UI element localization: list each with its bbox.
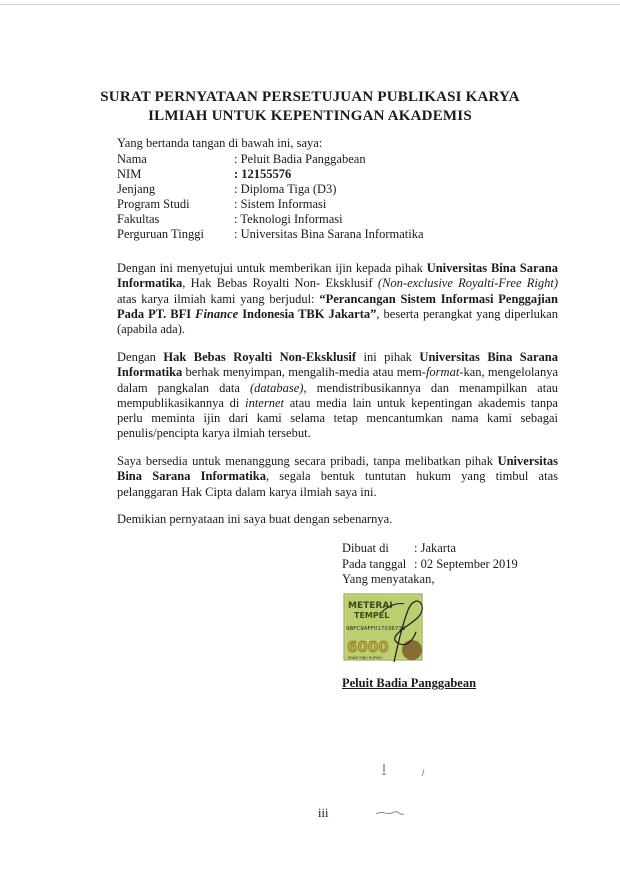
- text: , Hak Bebas Royalti Non- Eksklusif: [182, 276, 378, 291]
- field-row-perguruan-tinggi: [117, 227, 424, 242]
- field-label: Program Studi: [117, 197, 190, 211]
- scan-edge-line: [0, 4, 620, 5]
- thesis-title-part: “Perancangan Sistem Informasi Penggajian Pada PT. BFI: [117, 291, 558, 321]
- paragraph-liability: [117, 454, 558, 500]
- field-label: Perguruan Tinggi: [117, 227, 204, 241]
- university-name: Universitas Bina Sarana Informatika: [117, 350, 559, 380]
- place-row: [342, 541, 518, 557]
- text: -kan, mengelolanya dalam pangkalan data: [117, 365, 559, 395]
- university-name: Universitas Bina Sarana Informatika: [117, 454, 558, 484]
- thesis-title-italic: Finance: [195, 306, 239, 321]
- field-row-nama: [117, 152, 424, 167]
- paragraph-closing: Demikian pernyataan ini saya buat dengan sebenarnya.: [117, 512, 393, 526]
- field-value: : Peluit Badia Panggabean: [234, 152, 366, 166]
- field-label: NIM: [117, 167, 142, 181]
- field-row-program-studi: [117, 197, 424, 212]
- text: Saya bersedia untuk menanggung secara pribadi, tanpa melibatkan pihak: [117, 454, 498, 468]
- text-bold: Hak Bebas Royalti Non-Eksklusif: [163, 350, 356, 364]
- signer-name: Peluit Badia Panggabean: [342, 676, 477, 690]
- text: ini pihak: [356, 350, 420, 364]
- thesis-title-part: Indonesia TBK Jakarta”: [238, 306, 377, 321]
- scan-speckles: [370, 760, 440, 830]
- identity-fields: [117, 152, 424, 242]
- document-title: [60, 88, 560, 126]
- field-value: : Diploma Tiga (D3): [234, 182, 337, 196]
- date-label: Pada tanggal: [342, 556, 407, 571]
- meterai-stamp-icon: [342, 592, 430, 664]
- stamp-serial: 9BFC9AFF017036739: [346, 626, 406, 632]
- text: Dengan: [117, 350, 164, 364]
- date-row: [342, 557, 518, 573]
- text: , mendistribusikannya dan menampilkan atau mempublikasikannya di: [117, 380, 558, 410]
- text: atas karya ilmiah kami yang berjudul:: [117, 291, 320, 306]
- field-value: : Sistem Informasi: [234, 197, 327, 211]
- text-italic: (Non-exclusive Royalti-Free Right): [377, 276, 558, 291]
- place-value: : Jakarta: [414, 541, 456, 555]
- university-name: Universitas Bina Sarana Informatika: [117, 261, 558, 291]
- field-value: : Teknologi Informasi: [234, 212, 343, 226]
- stamp-title: METERAI: [348, 601, 393, 611]
- field-row-fakultas: [117, 212, 424, 227]
- title-line-1: SURAT PERNYATAAN PERSETUJUAN PUBLIKASI KARYA: [100, 89, 520, 105]
- field-row-nim: [117, 167, 424, 182]
- declarer-label: Yang menyatakan,: [342, 572, 435, 586]
- paragraph-rights: [117, 350, 558, 442]
- date-value: : 02 September 2019: [414, 556, 518, 571]
- field-label: Nama: [117, 152, 147, 166]
- title-line-2: ILMIAH UNTUK KEPENTINGAN AKADEMIS: [148, 108, 472, 124]
- field-label: Jenjang: [117, 182, 156, 196]
- intro-text: Yang bertanda tangan di bawah ini, saya:: [117, 136, 323, 150]
- field-value: : 12155576: [234, 167, 292, 181]
- field-row-jenjang: [117, 182, 424, 197]
- field-label: Fakultas: [117, 212, 160, 226]
- text: atau media lain untuk kepentingan akademis tanpa perlu meminta ijin dari kami selama tetap mencantumkan nama kami sebagai penulis/pencipta karya ilmiah tersebut.: [117, 395, 558, 441]
- text: Dengan ini menyetujui untuk memberikan ijin kepada pihak: [117, 261, 427, 275]
- text-italic: format: [425, 365, 460, 380]
- stamp-amount: 6000: [347, 638, 389, 656]
- place-label: Dibuat di: [342, 541, 389, 555]
- stamp-caption: ENAM RIBU RUPIAH: [348, 656, 383, 660]
- page-number: iii: [318, 806, 329, 820]
- signature-block: [342, 541, 518, 588]
- text: , segala bentuk tuntutan hukum yang timbul atas pelanggaran Hak Cipta dalam karya ilmiah saya ini.: [117, 469, 558, 499]
- text-italic: (database): [250, 380, 304, 395]
- field-value: : Universitas Bina Sarana Informatika: [234, 227, 424, 241]
- text: berhak menyimpan, mengalih-media atau mem-: [182, 365, 426, 380]
- text: , beserta perangkat yang diperlukan (apabila ada).: [117, 306, 558, 337]
- text-italic: internet: [245, 395, 284, 410]
- stamp-subtitle: TEMPEL: [354, 611, 390, 620]
- paragraph-consent: [117, 261, 558, 337]
